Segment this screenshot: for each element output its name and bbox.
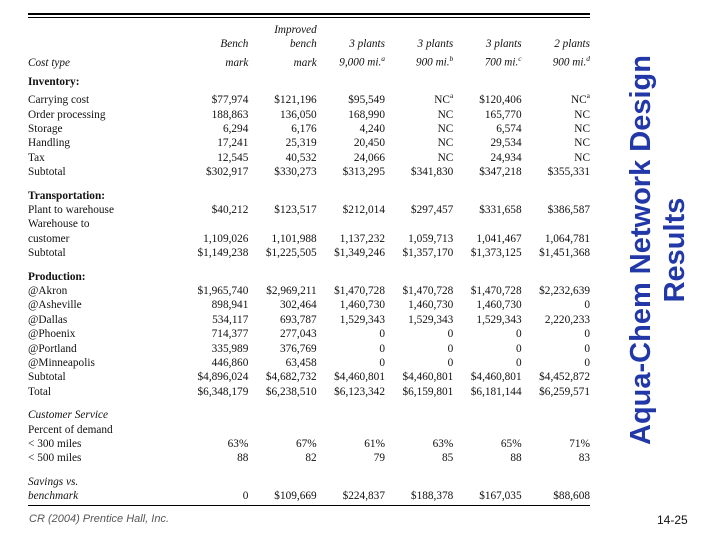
- row-value: $6,348,179: [197, 385, 249, 398]
- row-value: 302,464: [279, 299, 317, 312]
- data-row: [28, 89, 590, 107]
- results-table-block: [28, 13, 590, 506]
- data-row: [28, 423, 590, 437]
- row-value: 63,458: [285, 357, 317, 370]
- header-benchmark-line1: Bench: [220, 38, 249, 51]
- section-header-savingsvs: [28, 473, 590, 489]
- row-value: $1,225,505: [265, 247, 317, 260]
- header-col5-line1: 3 plants: [485, 38, 522, 51]
- row-value: 1,041,467: [476, 232, 522, 245]
- row-value: 693,787: [279, 313, 317, 326]
- row-value: 335,989: [211, 342, 249, 355]
- data-row: [28, 342, 590, 356]
- row-value: 0: [515, 328, 522, 341]
- row-value: $1,373,125: [470, 247, 522, 260]
- spacer-cell: [28, 261, 180, 268]
- row-value: 0: [584, 342, 590, 355]
- header-blank-5: [453, 23, 521, 37]
- row-value: $355,331: [547, 166, 590, 179]
- row-value: 83: [578, 452, 590, 465]
- row-value: $121,196: [274, 94, 317, 107]
- row-value: $6,123,342: [334, 385, 385, 398]
- section-title: Savings vs.: [28, 475, 79, 488]
- header-blank-6: [522, 23, 590, 37]
- row-value: 40,532: [285, 151, 317, 164]
- row-value: $4,896,024: [197, 371, 249, 384]
- row-value: NC: [437, 122, 454, 135]
- row-value: $4,460,801: [334, 371, 385, 384]
- section-title: Inventory:: [28, 75, 80, 88]
- header-benchmark-blank: [180, 23, 248, 37]
- spacer-cell: [28, 466, 180, 473]
- row-label: Subtotal: [28, 371, 66, 384]
- row-label: customer: [28, 232, 70, 245]
- row-value: 24,934: [490, 151, 522, 164]
- network-design-results-table: [28, 23, 590, 504]
- row-value: $386,587: [547, 203, 590, 216]
- row-value: 61%: [364, 438, 385, 451]
- section-spacer: [28, 466, 590, 473]
- row-value: $1,470,728: [334, 285, 385, 297]
- row-value: 4,240: [359, 122, 385, 135]
- row-value: [453, 423, 521, 437]
- section-spacer: [28, 261, 590, 268]
- row-value: 88: [237, 452, 249, 465]
- row-value: $347,218: [479, 166, 522, 179]
- row-value: [248, 217, 316, 231]
- row-label: Warehouse to: [28, 218, 90, 231]
- row-value: 1,460,730: [408, 299, 454, 312]
- row-value: [385, 423, 453, 437]
- section-head-blank-4: [453, 473, 521, 489]
- row-value: $88,608: [553, 490, 590, 503]
- row-label: Carrying cost: [28, 94, 90, 107]
- table-bottom-rule: [28, 505, 590, 506]
- data-row: [28, 284, 590, 298]
- row-value: $120,406: [479, 94, 522, 107]
- row-value: 0: [242, 490, 249, 503]
- table-header-row-2: [28, 37, 590, 51]
- row-value: $297,457: [410, 203, 454, 216]
- row-value: 0: [584, 357, 590, 370]
- row-value: [248, 423, 316, 437]
- row-value: 136,050: [279, 108, 317, 121]
- section-head-blank-0: [180, 268, 248, 284]
- section-head-blank-1: [248, 473, 316, 489]
- row-value: $1,470,728: [402, 285, 454, 297]
- row-value: $188,378: [410, 490, 454, 503]
- row-label: Subtotal: [28, 247, 66, 260]
- row-value: 71%: [569, 438, 590, 451]
- row-value: 898,941: [211, 299, 249, 312]
- row-label: @Phoenix: [28, 328, 76, 341]
- row-value: 63%: [227, 438, 249, 451]
- section-head-blank-2: [317, 187, 385, 203]
- row-value: 0: [515, 357, 522, 370]
- row-label: Subtotal: [28, 166, 66, 179]
- row-label: Tax: [28, 151, 45, 164]
- row-value: 1,064,781: [544, 232, 590, 245]
- header-improved-line3: mark: [293, 56, 317, 69]
- row-value: 165,770: [484, 108, 522, 121]
- row-value: $1,357,170: [402, 247, 454, 260]
- row-value: $6,159,801: [402, 385, 454, 398]
- row-value: $6,238,510: [265, 385, 317, 398]
- row-value: $331,658: [479, 203, 522, 216]
- data-row: [28, 165, 590, 179]
- data-row: [28, 356, 590, 370]
- row-value: 12,545: [217, 151, 249, 164]
- row-value: 82: [305, 452, 317, 465]
- row-value: NC: [437, 137, 454, 150]
- section-head-blank-1: [248, 268, 316, 284]
- row-value: $1,470,728: [470, 285, 522, 297]
- row-label: Storage: [28, 122, 63, 135]
- row-value: $1,965,740: [197, 285, 249, 297]
- row-value: 0: [379, 357, 385, 370]
- data-row: [28, 122, 590, 136]
- row-value: 63%: [432, 438, 454, 451]
- footnote-marker: b: [449, 53, 454, 63]
- row-label: Total: [28, 385, 52, 398]
- section-spacer: [28, 180, 590, 187]
- section-title: Production:: [28, 270, 86, 283]
- row-value: 0: [447, 342, 454, 355]
- section-head-blank-5: [522, 473, 590, 489]
- header-blank-4: [385, 23, 453, 37]
- row-value: 1,101,988: [271, 232, 317, 245]
- section-header-inventory: [28, 73, 590, 89]
- row-value: $77,974: [211, 94, 249, 107]
- section-head-blank-5: [522, 268, 590, 284]
- header-col3-line1: 3 plants: [349, 38, 385, 51]
- data-row: [28, 203, 590, 217]
- row-value: $313,295: [342, 166, 385, 179]
- row-value: 168,990: [348, 108, 385, 121]
- data-row: [28, 385, 590, 399]
- section-title: Customer Service: [28, 409, 108, 422]
- row-value: 1,137,232: [339, 232, 385, 245]
- section-head-blank-3: [385, 406, 453, 422]
- section-title: Transportation:: [28, 189, 105, 202]
- row-value: 0: [515, 342, 522, 355]
- row-value: $6,259,571: [539, 385, 590, 398]
- row-value: $2,969,211: [266, 285, 317, 297]
- row-value: $2,232,639: [539, 285, 590, 297]
- row-value: 1,529,343: [408, 313, 454, 326]
- header-label-blank-2: [28, 37, 180, 51]
- section-head-blank-0: [180, 473, 248, 489]
- data-row: [28, 327, 590, 341]
- row-label: Handling: [28, 137, 71, 150]
- header-col3-line2: 9,000 mi.$^a$: [339, 53, 385, 69]
- data-row: [28, 437, 590, 451]
- row-value: 1,460,730: [339, 299, 385, 312]
- section-head-blank-4: [453, 406, 521, 422]
- row-value: NC: [437, 151, 454, 164]
- header-improved-line1: Improved: [274, 24, 317, 36]
- footnote-marker: a: [381, 53, 385, 63]
- data-row: [28, 451, 590, 465]
- row-value: 1,529,343: [339, 313, 385, 326]
- row-value: 1,460,730: [476, 299, 522, 312]
- row-value: $4,452,872: [539, 371, 590, 384]
- section-head-blank-3: [385, 187, 453, 203]
- row-value: $4,460,801: [402, 371, 454, 384]
- row-value: 0: [584, 299, 590, 312]
- data-row: [28, 298, 590, 312]
- data-row: [28, 151, 590, 165]
- row-label: < 300 miles: [28, 438, 82, 451]
- section-head-blank-4: [453, 73, 521, 89]
- row-value: 534,117: [212, 313, 249, 326]
- spacer-cell: [28, 180, 180, 187]
- footnote-marker: d: [586, 53, 590, 63]
- data-row: [28, 108, 590, 122]
- row-value: $1,349,246: [334, 247, 385, 260]
- row-value: 0: [379, 342, 385, 355]
- header-cost-type: Cost type: [28, 56, 70, 69]
- row-value: 277,043: [279, 328, 317, 341]
- row-label: Percent of demand: [28, 423, 113, 436]
- header-label-blank: [28, 23, 180, 37]
- page-title: Aqua-Chem Network Design Results: [625, 55, 691, 445]
- row-value: [385, 217, 453, 231]
- row-value: 6,294: [222, 122, 249, 135]
- row-value: $NC^a$: [570, 91, 590, 107]
- row-value: 1,529,343: [476, 313, 522, 326]
- data-row: [28, 232, 590, 246]
- footnote-marker: a: [449, 91, 454, 101]
- footnote-marker: c: [518, 53, 522, 63]
- slide-title-container: [596, 0, 720, 500]
- row-value: 376,769: [279, 342, 317, 355]
- section-head-blank-1: [248, 187, 316, 203]
- section-head-blank-0: [180, 406, 248, 422]
- section-head-blank-0: [180, 73, 248, 89]
- section-head-blank-0: [180, 187, 248, 203]
- header-col5-line2: 700 mi.$^c$: [484, 53, 522, 69]
- header-col4-line2: 900 mi.$^b$: [415, 53, 454, 69]
- row-value: $95,549: [348, 94, 385, 107]
- data-row: [28, 217, 590, 231]
- row-value: NC: [574, 151, 590, 164]
- header-benchmark-line2: mark: [225, 56, 249, 69]
- row-value: 0: [447, 357, 454, 370]
- row-value: 29,534: [490, 137, 522, 150]
- row-label: benchmark: [28, 490, 79, 503]
- data-row: [28, 246, 590, 260]
- row-value: 0: [379, 328, 385, 341]
- header-col4-line1: 3 plants: [417, 38, 454, 51]
- row-value: 79: [373, 452, 385, 465]
- row-label: < 500 miles: [28, 452, 82, 465]
- row-value: $4,682,732: [265, 371, 317, 384]
- section-head-blank-5: [522, 73, 590, 89]
- row-value: [180, 217, 248, 231]
- section-header-production: [28, 268, 590, 284]
- section-head-blank-3: [385, 73, 453, 89]
- section-head-blank-1: [248, 73, 316, 89]
- row-value: NC: [574, 122, 590, 135]
- row-label: @Akron: [28, 285, 68, 297]
- row-value: 2,220,233: [544, 313, 590, 326]
- section-head-blank-2: [317, 73, 385, 89]
- table-top-rule: [28, 13, 590, 18]
- row-label: Plant to warehouse: [28, 203, 114, 216]
- table-header-row-3: [28, 52, 590, 70]
- spacer-cell: [28, 399, 180, 406]
- section-header-transportation: [28, 187, 590, 203]
- row-value: 65%: [500, 438, 522, 451]
- header-col6-line1: 2 plants: [554, 38, 590, 51]
- row-value: $123,517: [274, 203, 317, 216]
- row-value: $212,014: [342, 203, 385, 216]
- row-value: [453, 217, 521, 231]
- row-value: $6,181,144: [470, 385, 522, 398]
- row-value: $224,837: [342, 490, 385, 503]
- section-head-blank-5: [522, 187, 590, 203]
- row-value: $302,917: [205, 166, 249, 179]
- section-head-blank-2: [317, 473, 385, 489]
- row-value: [317, 423, 385, 437]
- footnote-marker: a: [586, 91, 590, 101]
- row-value: $167,035: [479, 490, 522, 503]
- row-value: NC: [574, 108, 590, 121]
- data-row: [28, 313, 590, 327]
- row-value: 188,863: [211, 108, 249, 121]
- row-label: @Portland: [28, 342, 77, 355]
- data-row: [28, 370, 590, 384]
- row-value: NC: [437, 108, 454, 121]
- data-row: [28, 489, 590, 503]
- row-value: 24,066: [353, 151, 385, 164]
- section-spacer: [28, 399, 590, 406]
- page-number: 14-25: [657, 513, 688, 527]
- row-value: 6,176: [291, 122, 317, 135]
- row-value: $4,460,801: [470, 371, 522, 384]
- row-value: 25,319: [285, 137, 317, 150]
- row-value: $109,669: [274, 490, 317, 503]
- row-label: @Asheville: [28, 299, 82, 312]
- row-value: 1,109,026: [203, 232, 249, 245]
- row-value: [317, 217, 385, 231]
- row-value: [522, 217, 590, 231]
- row-value: 6,574: [496, 122, 522, 135]
- header-blank-3: [317, 23, 385, 37]
- row-value: 446,860: [211, 357, 249, 370]
- row-value: 67%: [295, 438, 317, 451]
- row-value: $1,451,368: [539, 247, 590, 260]
- row-label: @Dallas: [28, 313, 68, 326]
- row-label: Order processing: [28, 108, 106, 121]
- section-head-blank-3: [385, 268, 453, 284]
- row-value: 88: [510, 452, 522, 465]
- data-row: [28, 136, 590, 150]
- copyright-footer: CR (2004) Prentice Hall, Inc.: [29, 513, 169, 525]
- header-improved-line2: bench: [289, 38, 317, 51]
- row-value: $40,212: [211, 203, 249, 216]
- section-header-customerservice: [28, 406, 590, 422]
- row-value: [522, 423, 590, 437]
- section-head-blank-4: [453, 268, 521, 284]
- section-head-blank-1: [248, 406, 316, 422]
- row-label: @Minneapolis: [28, 357, 95, 370]
- section-head-blank-3: [385, 473, 453, 489]
- row-value: $341,830: [410, 166, 454, 179]
- row-value: 0: [447, 328, 454, 341]
- row-value: NC: [574, 137, 590, 150]
- header-col6-line2: 900 mi.$^d$: [552, 53, 590, 69]
- section-head-blank-5: [522, 406, 590, 422]
- row-value: 0: [584, 328, 590, 341]
- row-value: $NC^a$: [434, 91, 454, 107]
- row-value: 714,377: [211, 328, 249, 341]
- section-head-blank-2: [317, 406, 385, 422]
- row-value: 17,241: [217, 137, 249, 150]
- row-value: 85: [442, 452, 454, 465]
- table-header-row-1: [28, 23, 590, 37]
- row-value: $1,149,238: [197, 247, 249, 260]
- row-value: [180, 423, 248, 437]
- section-head-blank-2: [317, 268, 385, 284]
- row-value: 1,059,713: [408, 232, 454, 245]
- section-head-blank-4: [453, 187, 521, 203]
- row-value: $330,273: [274, 166, 317, 179]
- row-value: 20,450: [353, 137, 385, 150]
